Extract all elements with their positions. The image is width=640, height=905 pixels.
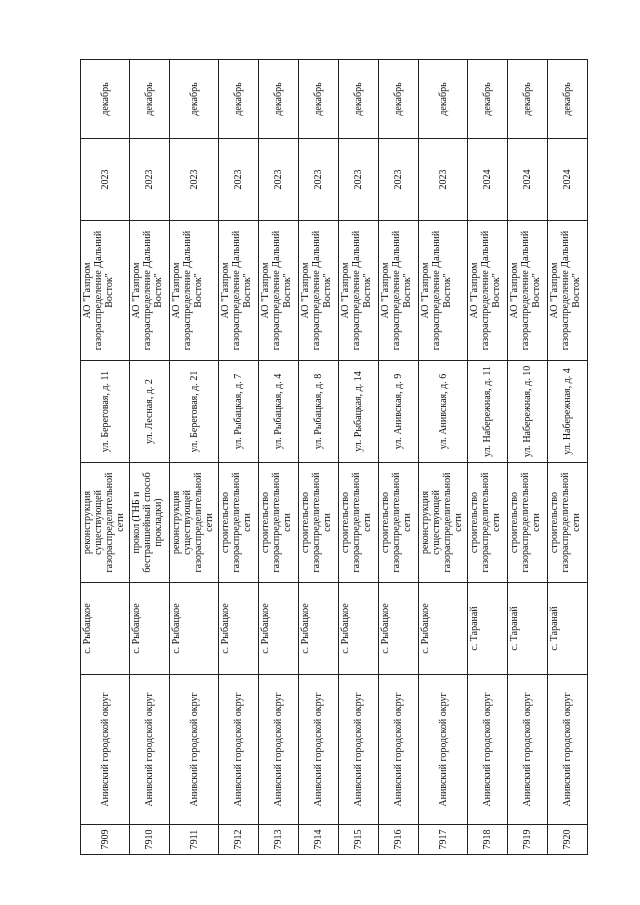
- year-cell: 2023: [81, 139, 130, 221]
- work-type-cell: строительство газораспределительной сети: [299, 463, 339, 583]
- table-row: [170, 60, 219, 855]
- month-cell: декабрь: [548, 60, 588, 139]
- locality-cell: с. Таранай: [468, 583, 508, 675]
- district-cell: Анивский городской округ: [170, 675, 219, 825]
- owner-cell: АО "Газпром газораспределение Дальний Восток": [170, 221, 219, 361]
- row-number-cell: 7911: [170, 825, 219, 855]
- address-cell: ул. Рыбацкая, д. 8: [299, 361, 339, 463]
- row-number-cell: 7915: [339, 825, 379, 855]
- owner-cell: АО "Газпром газораспределение Дальний Восток": [379, 221, 419, 361]
- work-type-cell: реконструкция существующей газораспределительной сети: [81, 463, 130, 583]
- year-cell: 2023: [339, 139, 379, 221]
- month-cell: декабрь: [339, 60, 379, 139]
- row-number-cell: 7913: [259, 825, 299, 855]
- locality-cell: с. Рыбацкое: [219, 583, 259, 675]
- work-type-cell: строительство газораспределительной сети: [468, 463, 508, 583]
- locality-cell: с. Рыбацкое: [419, 583, 468, 675]
- locality-cell: с. Таранай: [548, 583, 588, 675]
- table-row: [219, 60, 259, 855]
- district-cell: Анивский городской округ: [219, 675, 259, 825]
- owner-cell: АО "Газпром газораспределение Дальний Восток": [419, 221, 468, 361]
- district-cell: Анивский городской округ: [468, 675, 508, 825]
- row-number-cell: 7920: [548, 825, 588, 855]
- address-cell: ул. Лесная, д. 2: [130, 361, 170, 463]
- year-cell: 2024: [468, 139, 508, 221]
- table-row: [468, 60, 508, 855]
- address-cell: ул. Рыбацкая, д. 7: [219, 361, 259, 463]
- month-cell: декабрь: [468, 60, 508, 139]
- work-type-cell: строительство газораспределительной сети: [259, 463, 299, 583]
- work-type-cell: строительство газораспределительной сети: [508, 463, 548, 583]
- district-cell: Анивский городской округ: [81, 675, 130, 825]
- address-cell: ул. Набережная, д. 4: [548, 361, 588, 463]
- district-cell: Анивский городской округ: [299, 675, 339, 825]
- district-cell: Анивский городской округ: [259, 675, 299, 825]
- row-number-cell: 7917: [419, 825, 468, 855]
- year-cell: 2024: [508, 139, 548, 221]
- work-type-cell: строительство газораспределительной сети: [219, 463, 259, 583]
- month-cell: декабрь: [508, 60, 548, 139]
- table-row: [299, 60, 339, 855]
- district-cell: Анивский городской округ: [508, 675, 548, 825]
- owner-cell: АО "Газпром газораспределение Дальний Восток": [259, 221, 299, 361]
- month-cell: декабрь: [130, 60, 170, 139]
- locality-cell: с. Рыбацкое: [339, 583, 379, 675]
- table-row: [339, 60, 379, 855]
- row-number-cell: 7919: [508, 825, 548, 855]
- table-row: [379, 60, 419, 855]
- locality-cell: с. Рыбацкое: [379, 583, 419, 675]
- table-row: [548, 60, 588, 855]
- district-cell: Анивский городской округ: [419, 675, 468, 825]
- year-cell: 2024: [548, 139, 588, 221]
- owner-cell: АО "Газпром газораспределение Дальний Восток": [339, 221, 379, 361]
- locality-cell: с. Рыбацкое: [130, 583, 170, 675]
- district-cell: Анивский городской округ: [548, 675, 588, 825]
- address-cell: ул. Рыбацкая, д. 14: [339, 361, 379, 463]
- row-number-cell: 7918: [468, 825, 508, 855]
- owner-cell: АО "Газпром газораспределение Дальний Восток": [130, 221, 170, 361]
- year-cell: 2023: [299, 139, 339, 221]
- table-body: [81, 60, 588, 855]
- month-cell: декабрь: [299, 60, 339, 139]
- row-number-cell: 7914: [299, 825, 339, 855]
- work-type-cell: реконструкция существующей газораспределительной сети: [170, 463, 219, 583]
- address-cell: ул. Рыбацкая, д. 4: [259, 361, 299, 463]
- locality-cell: с. Рыбацкое: [259, 583, 299, 675]
- row-number-cell: 7916: [379, 825, 419, 855]
- district-cell: Анивский городской округ: [379, 675, 419, 825]
- work-type-cell: строительство газораспределительной сети: [339, 463, 379, 583]
- locality-cell: с. Рыбацкое: [170, 583, 219, 675]
- address-cell: ул. Береговая, д. 21: [170, 361, 219, 463]
- address-cell: ул. Анивская, д. 9: [379, 361, 419, 463]
- address-cell: ул. Береговая, д. 11: [81, 361, 130, 463]
- address-cell: ул. Набережная, д. 10: [508, 361, 548, 463]
- month-cell: декабрь: [219, 60, 259, 139]
- rotated-page: [80, 60, 582, 855]
- work-type-cell: строительство газораспределительной сети: [379, 463, 419, 583]
- owner-cell: АО "Газпром газораспределение Дальний Восток": [219, 221, 259, 361]
- year-cell: 2023: [170, 139, 219, 221]
- locality-cell: с. Рыбацкое: [81, 583, 130, 675]
- address-cell: ул. Анивская, д. 6: [419, 361, 468, 463]
- row-number-cell: 7912: [219, 825, 259, 855]
- locality-cell: с. Рыбацкое: [299, 583, 339, 675]
- owner-cell: АО "Газпром газораспределение Дальний Восток": [548, 221, 588, 361]
- table-row: [419, 60, 468, 855]
- year-cell: 2023: [259, 139, 299, 221]
- owner-cell: АО "Газпром газораспределение Дальний Восток": [299, 221, 339, 361]
- row-number-cell: 7910: [130, 825, 170, 855]
- month-cell: декабрь: [259, 60, 299, 139]
- row-number-cell: 7909: [81, 825, 130, 855]
- locality-cell: с. Таранай: [508, 583, 548, 675]
- table-row: [508, 60, 548, 855]
- work-type-cell: строительство газораспределительной сети: [548, 463, 588, 583]
- year-cell: 2023: [419, 139, 468, 221]
- table-row: [130, 60, 170, 855]
- gas-network-table: [80, 59, 588, 855]
- table-row: [81, 60, 130, 855]
- work-type-cell: прокол (ГНБ и бестраншейный способ прокладки): [130, 463, 170, 583]
- month-cell: декабрь: [81, 60, 130, 139]
- owner-cell: АО "Газпром газораспределение Дальний Восток": [81, 221, 130, 361]
- year-cell: 2023: [130, 139, 170, 221]
- district-cell: Анивский городской округ: [339, 675, 379, 825]
- month-cell: декабрь: [170, 60, 219, 139]
- work-type-cell: реконструкция существующей газораспределительной сети: [419, 463, 468, 583]
- month-cell: декабрь: [379, 60, 419, 139]
- month-cell: декабрь: [419, 60, 468, 139]
- year-cell: 2023: [379, 139, 419, 221]
- table-row: [259, 60, 299, 855]
- owner-cell: АО "Газпром газораспределение Дальний Восток": [508, 221, 548, 361]
- owner-cell: АО "Газпром газораспределение Дальний Восток": [468, 221, 508, 361]
- district-cell: Анивский городской округ: [130, 675, 170, 825]
- year-cell: 2023: [219, 139, 259, 221]
- address-cell: ул. Набережная, д. 11: [468, 361, 508, 463]
